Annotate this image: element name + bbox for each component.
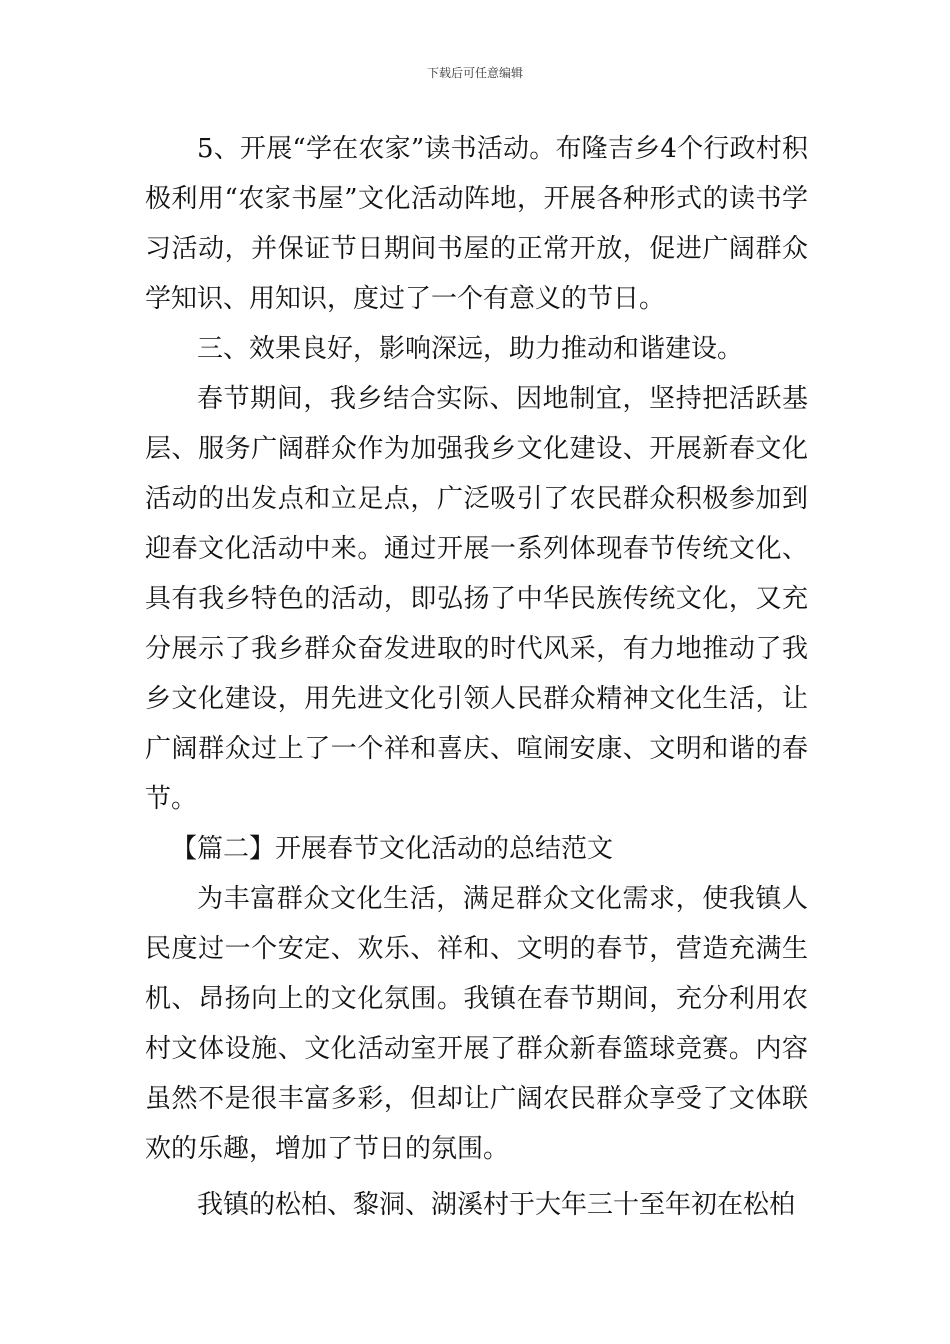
paragraph-villages: 我镇的松柏、黎洞、湖溪村于大年三十至年初在松柏 <box>197 1190 796 1220</box>
paragraph-spring-festival-summary: 春节期间，我乡结合实际、因地制宜，坚持把活跃基层、服务广阔群众作为加强我乡文化建设、开展新春文化活动的出发点和立足点，广泛吸引了农民群众积极参加到迎春文化活动中来。通过开展一系列体现春节传统文化、具有我乡特色的活动，即弘扬了中华民族传统文化，又充分展示了我乡群众奋发进取的时代风采，有力地推动了我乡文化建设，用先进文化引领人民群众精神文化生活，让广阔群众过上了一个祥和喜庆、喧闹安康、文明和谐的春节。 <box>145 384 808 814</box>
paragraph-town-activities: 为丰富群众文化生活，满足群众文化需求，使我镇人民度过一个安定、欢乐、祥和、文明的春节，营造充满生机、昂扬向上的文化氛围。我镇在春节期间，充分利用农村文体设施、文化活动室开展了群众新春篮球竞赛。内容虽然不是很丰富多彩，但却让广阔农民群众享受了文体联欢的乐趣，增加了节日的氛围。 <box>145 884 808 1164</box>
page-header: 下载后可任意编辑 <box>426 66 523 80</box>
section-heading-effects: 三、效果良好，影响深远，助力推动和谐建设。 <box>197 334 744 364</box>
paragraph-reading-activity: 5、开展“学在农家”读书活动。布隆吉乡4个行政村积极利用“农家书屋”文化活动阵地，开展各种形式的读书学习活动，并保证节日期间书屋的正常开放，促进广阔群众学知识、用知识，度过了一个有意义的节日。 <box>145 134 808 314</box>
document-body <box>145 124 808 1230</box>
article-heading-part-two: 【篇二】开展春节文化活动的总结范文 <box>171 834 614 864</box>
